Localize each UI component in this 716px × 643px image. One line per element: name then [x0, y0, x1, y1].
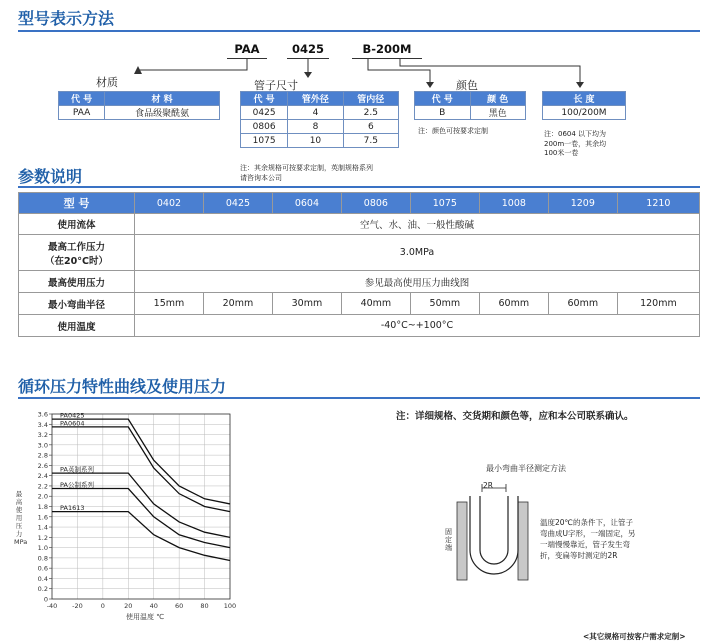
params-table: [18, 192, 700, 337]
params-model-cell: 1210: [617, 193, 699, 214]
params-model-cell: 1075: [410, 193, 479, 214]
y-tick-label: 0.8: [37, 554, 48, 563]
series-line: [52, 489, 230, 548]
pressure-curve-chart: [0, 400, 260, 622]
y-tick-label: 2.2: [37, 482, 48, 491]
model-code-part-2: 0425: [291, 42, 324, 56]
params-row-label: 最高使用压力: [19, 271, 135, 293]
params-bend-cell: 60mm: [479, 293, 548, 315]
bend-description-line: 弯曲成U字形，一端固定，另: [540, 529, 636, 538]
fixed-plate-right: [518, 502, 528, 580]
length-note-line: 100米一卷: [544, 149, 579, 157]
bend-description-line: 温度20℃的条件下，让管子: [540, 518, 633, 527]
y-tick-label: 2.8: [37, 451, 48, 460]
x-tick-label: 80: [200, 602, 209, 610]
length-cell: 100/200M: [543, 106, 626, 120]
params-bend-cell: 50mm: [410, 293, 479, 315]
model-section-title: 型号表示方法: [18, 9, 115, 28]
size-note-line: 请咨询本公司: [240, 173, 282, 182]
params-model-cell: 0806: [341, 193, 410, 214]
model-code-part-1: PAA: [234, 42, 260, 56]
length-table: [542, 91, 626, 120]
size-cell: 4: [288, 106, 343, 120]
color-table: [414, 91, 526, 120]
y-tick-label: 3.6: [37, 410, 48, 419]
material-code-header: 代 号: [59, 92, 105, 106]
x-tick-label: -20: [72, 602, 83, 610]
size-note: [240, 164, 373, 183]
params-model-cell: 0402: [135, 193, 204, 214]
size-cell: 7.5: [343, 134, 398, 148]
params-row-label: 使用温度: [19, 315, 135, 337]
params-model-cell: 1008: [479, 193, 548, 214]
params-bend-cell: 120mm: [617, 293, 699, 315]
material-code-cell: PAA: [59, 106, 105, 120]
u-tube-outer: [470, 496, 518, 574]
bend-description-line: 折，变扁等时测定的2R: [540, 551, 618, 560]
params-bend-cell: 30mm: [272, 293, 341, 315]
params-model-cell: 0604: [272, 193, 341, 214]
chart-x-axis-label: 使用温度 ℃: [126, 613, 165, 621]
section-divider: [18, 186, 700, 188]
y-tick-label: 2.4: [37, 472, 48, 481]
y-tick-label: 1.8: [37, 503, 48, 511]
contact-note: 注：详细规格、交货期和颜色等，应和本公司联系确认。: [396, 411, 634, 422]
params-bend-cell: 40mm: [341, 293, 410, 315]
u-tube-inner: [480, 496, 508, 564]
x-tick-label: 20: [124, 602, 133, 610]
params-row-label: 使用流体: [19, 214, 135, 235]
params-row-value: -40°C~+100°C: [135, 315, 700, 337]
size-cell: 1075: [241, 134, 288, 148]
size-note-line: 注：其余规格可按要求定制，英制规格系列: [240, 164, 373, 172]
y-tick-label: 3.0: [37, 441, 48, 450]
params-section-title: 参数说明: [18, 167, 83, 186]
x-tick-label: 40: [149, 602, 158, 610]
bend-description-line: 一端慢慢靠近，管子发生弯: [540, 540, 630, 549]
params-row-label-line: （在20°C时）: [45, 255, 108, 267]
params-bend-cell: 60mm: [548, 293, 617, 315]
series-line: [52, 419, 230, 504]
size-code-header: 代 号: [241, 92, 288, 106]
y-tick-label: 0.2: [37, 585, 48, 594]
series-label: PA0604: [60, 419, 85, 428]
bend-method-title: 最小弯曲半径测定方法: [486, 464, 566, 473]
material-name-header: 材 料: [105, 92, 220, 106]
params-row-value: 空气、水、油、一般性酸碱: [135, 214, 700, 235]
length-note-line: 注：0604 以下均为: [544, 130, 607, 138]
y-tick-label: 1.2: [37, 533, 48, 542]
footer-note: <其它规格可按客户需求定制>: [583, 632, 686, 641]
length-note-line: 200m一卷，其余均: [544, 139, 607, 148]
length-note: [544, 130, 606, 159]
length-header: 长 度: [543, 92, 626, 106]
y-tick-label: 0: [43, 595, 48, 604]
y-tick-label: 3.2: [37, 431, 48, 440]
params-row-label: [19, 235, 135, 271]
size-table: [240, 91, 399, 148]
params-bend-cell: 15mm: [135, 293, 204, 315]
y-tick-label: 3.4: [37, 420, 48, 429]
series-label: PA英制系列: [60, 465, 94, 474]
color-name-header: 颜 色: [470, 92, 526, 106]
params-row-label-line: 最高工作压力: [47, 241, 105, 253]
bend-method-diagram: [440, 478, 540, 588]
material-label: 材质: [96, 76, 118, 89]
color-label: 颜色: [456, 79, 478, 92]
x-tick-label: 100: [223, 602, 237, 610]
model-code-part-3: B-200M: [362, 42, 412, 56]
y-tick-label: 0.6: [37, 564, 48, 573]
size-cell: 6: [343, 120, 398, 134]
series-label: PA公制系列: [60, 481, 94, 490]
y-tick-label: 0.4: [37, 574, 48, 583]
x-tick-label: 0: [100, 602, 105, 610]
size-cell: 8: [288, 120, 343, 134]
chart-y-axis-label: 最高使用压力MPa: [14, 490, 28, 546]
color-note: 注：颜色可按要求定制: [418, 127, 488, 135]
y-tick-label: 1.6: [37, 513, 48, 522]
material-table: [58, 91, 220, 120]
params-row-value: 参见最高使用压力曲线图: [135, 271, 700, 293]
fixed-end-label: 固定端: [445, 528, 452, 552]
size-cell: 2.5: [343, 106, 398, 120]
size-label: 管子尺寸: [254, 79, 298, 92]
series-label: PA0425: [60, 411, 85, 420]
params-model-header: 型 号: [19, 193, 135, 214]
y-tick-label: 1.0: [37, 544, 48, 553]
x-tick-label: -40: [46, 602, 58, 610]
chart-section-title: 循环压力特性曲线及使用压力: [18, 377, 227, 396]
params-row-label: 最小弯曲半径: [19, 293, 135, 315]
size-id-header: 管内径: [343, 92, 398, 106]
size-cell: 0806: [241, 120, 288, 134]
series-label: PA1613: [60, 504, 85, 513]
params-model-cell: 1209: [548, 193, 617, 214]
series-line: [52, 512, 230, 561]
material-name-cell: 食品级聚酰氨: [105, 106, 220, 120]
size-od-header: 管外径: [288, 92, 343, 106]
params-bend-cell: 20mm: [203, 293, 272, 315]
y-tick-label: 1.4: [37, 523, 48, 532]
section-divider: [18, 397, 700, 399]
y-tick-label: 2.0: [37, 492, 48, 501]
color-name-cell: 黑色: [470, 106, 526, 120]
params-model-cell: 0425: [203, 193, 272, 214]
size-cell: 0425: [241, 106, 288, 120]
size-cell: 10: [288, 134, 343, 148]
params-row-value: 3.0MPa: [135, 235, 700, 271]
x-tick-label: 60: [175, 602, 184, 610]
fixed-plate-left: [457, 502, 467, 580]
color-code-cell: B: [415, 106, 471, 120]
bend-radius-label: 2R: [483, 481, 493, 490]
bend-method-description: [540, 517, 636, 561]
y-tick-label: 2.6: [37, 461, 48, 470]
color-code-header: 代 号: [415, 92, 471, 106]
